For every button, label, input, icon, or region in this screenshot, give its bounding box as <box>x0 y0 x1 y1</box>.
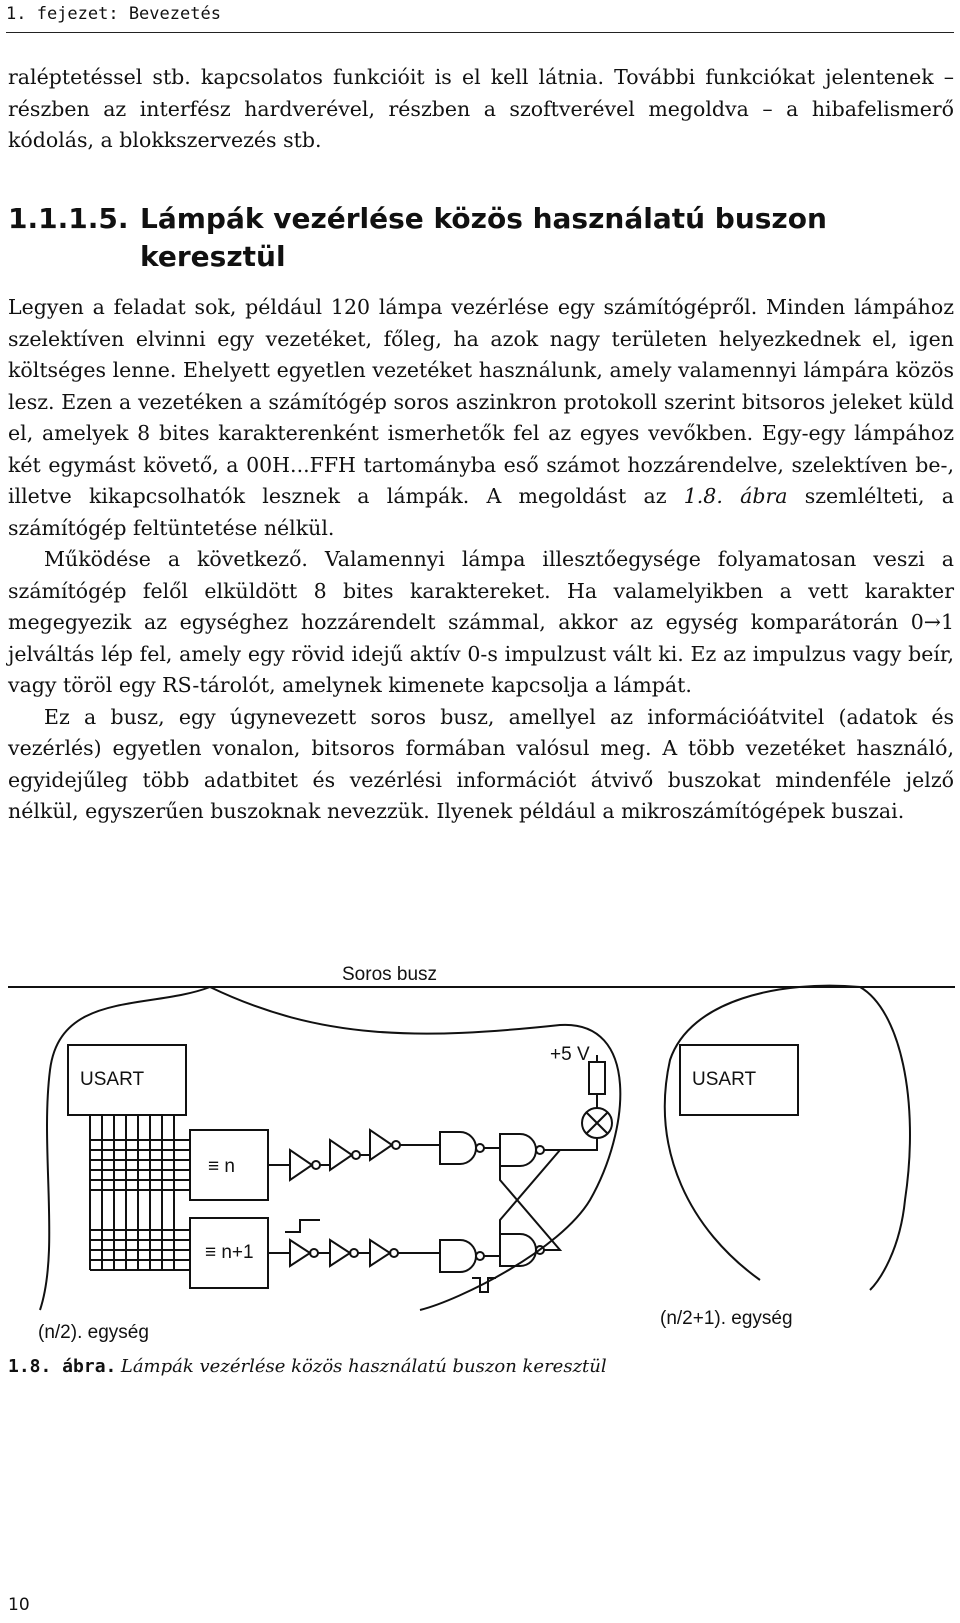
paragraph-2: Működése a következő. Valamennyi lámpa illesztőegysége folyamatosan veszi a számítógép felől elküldött 8 bites karaktereket. Ha valamelyikben a vett karakter megegyezik az egységhez hozzárendelt számmal, akkor az egység komparátorán 0→1 jelváltás lép fel, amely egy rövid idejű aktív 0-s impulzust vált ki. Ez az impulzus vagy beír, vagy töröl egy RS-tárolót, amelynek kimenete kapcsolja a lámpát. <box>8 547 954 697</box>
section-title-line1: Lámpák vezérlése közös használatú buszon <box>140 202 827 235</box>
paragraph-3: Ez a busz, egy úgynevezett soros busz, amellyel az információátvitel (adatok és vezérlés) egyetlen vonalon, bitsoros formában valósul meg. A több vezetéket használó, egyidejűleg több adatbitet és vezérlési információt átvivő buszokat mindenféle jelző nélkül, egyszerűen buszoknak nevezzük. Ilyenek például a mikroszámítógépek buszai. <box>8 704 954 823</box>
comparator-n-label: ≡ n <box>208 1156 235 1177</box>
comparator-n1-label: ≡ n+1 <box>205 1242 254 1263</box>
usart-right-label: USART <box>692 1069 757 1090</box>
parallel-data-lines <box>90 1115 190 1270</box>
chapter-header: 1. fejezet: Bevezetés <box>6 4 221 24</box>
unit-left-label: (n/2). egység <box>38 1322 149 1343</box>
section-body <box>8 292 954 828</box>
voltage-label: +5 V <box>550 1044 590 1065</box>
page-number: 10 <box>8 1595 30 1615</box>
figure-reference: 1.8. ábra <box>683 484 788 508</box>
step-signal-icon <box>285 1220 320 1232</box>
caption-label: 1.8. ábra. <box>8 1356 117 1377</box>
top-inverter-chain <box>268 1130 544 1180</box>
section-number: 1.1.1.5. <box>8 202 129 235</box>
section-title <box>8 200 954 276</box>
resistor <box>589 1062 605 1094</box>
lamp-output-line <box>544 1138 597 1150</box>
paragraph-1 <box>8 292 954 544</box>
paragraph-1-end: szemlélteti, a számítógép feltüntetése nélkül. <box>8 484 954 540</box>
usart-left-label: USART <box>80 1069 145 1090</box>
unit-right-label: (n/2+1). egység <box>660 1308 793 1329</box>
caption-text: Lámpák vezérlése közös használatú buszon keresztül <box>120 1356 607 1377</box>
section-title-line2: keresztül <box>140 240 286 273</box>
bus-label: Soros busz <box>342 964 438 985</box>
paragraph-1-text: Legyen a feladat sok, például 120 lámpa vezérlése egy számítógépről. Minden lámpához szelektíven elvinni egy vezetéket, főleg, ha azok nagy területen helyezkednek el, igen költséges lenne. Ehelyett egyetlen vezetéket használunk, amely valamennyi lámpára közös lesz. Ezen a vezetéken a számítógép soros aszinkron protokoll szerint bitsoros jeleket küld el, amelyek 8 bites karakterenként ismerhetők fel az egyes vevőkben. Egy-egy lámpához két egymást követő, a 00H...FFH tartományba eső számot hozzárendelve, szelektíven be-, illetve kikapcsolhatók lesznek a lámpák. A megoldást az <box>8 295 954 508</box>
right-unit-boundary <box>665 986 910 1290</box>
figure-caption <box>8 1356 607 1377</box>
header-divider <box>6 32 954 33</box>
bottom-inverter-chain <box>268 1234 544 1272</box>
circuit-diagram <box>0 950 960 1350</box>
intro-paragraph: raléptetéssel stb. kapcsolatos funkcióit is el kell látnia. További funkciókat jelentenek – részben az interfész hardverével, részben a szoftverével megoldva – a hibafelismerő kódolás, a blokkszervezés stb. <box>8 65 954 152</box>
